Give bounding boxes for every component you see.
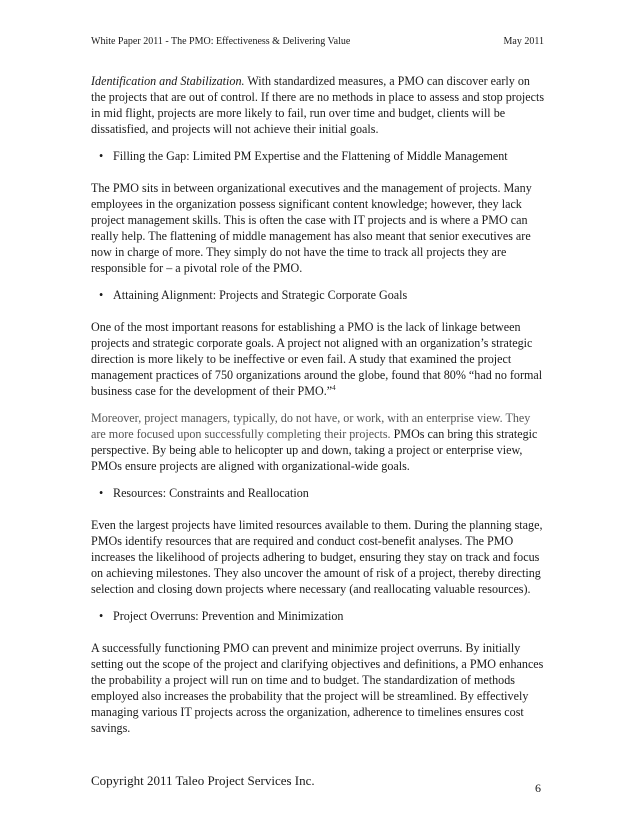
paragraph-text: PMOs can bring this strategic perspective. By being able to helicopter up and down, taking a project or enterprise view, PMOs ensure projects are aligned with organizational-wide goals. xyxy=(91,427,538,473)
section-heading-text: Filling the Gap: Limited PM Expertise and the Flattening of Middle Management xyxy=(113,149,508,163)
section-heading-alignment xyxy=(91,287,547,303)
paragraph-lead-in: Identification and Stabilization. xyxy=(91,74,245,88)
paragraph-identification xyxy=(91,73,547,137)
paragraph-text: One of the most important reasons for establishing a PMO is the lack of linkage between projects and strategic corporate goals. A project not aligned with an organization’s strategic direction is more likely to be ineffective or even fail. A study that examined the project management practices of 750 organizations around the globe, found that 80% “had no formal business case for the development of their PMO.” xyxy=(91,320,543,398)
section-heading-overruns xyxy=(91,608,547,624)
header-date: May 2011 xyxy=(503,36,544,47)
paragraph-gray-text: Moreover, project managers, typically, do not have, or work, with an enterprise view. They are more focused upon successfully completing their projects. xyxy=(91,411,531,441)
page-footer xyxy=(91,773,541,795)
section-heading-text: Attaining Alignment: Projects and Strategic Corporate Goals xyxy=(113,288,408,302)
document-body xyxy=(91,73,547,747)
paragraph-resources: Even the largest projects have limited resources available to them. During the planning stage, PMOs identify resources that are required and conduct cost-benefit analyses. The PMO increases the likelihood of projects adhering to budget, ensuring they stay on track and focus on achieving milestones. They also uncover the amount of risk of a project, thereby directing selection and closing down projects where necessary (and reallocating valuable resources). xyxy=(91,518,543,596)
paragraph-linkage xyxy=(91,319,547,399)
footer-copyright: Copyright 2011 Taleo Project Services Inc. xyxy=(91,773,315,788)
section-heading-resources xyxy=(91,485,547,501)
bullet-icon: • xyxy=(99,609,104,623)
bullet-icon: • xyxy=(99,288,104,302)
paragraph-overruns: A successfully functioning PMO can prevent and minimize project overruns. By initially setting out the scope of the project and clarifying objectives and definitions, a PMO enhances the probability a project will run on time and to budget. The standardization of methods employed also increases the probability that the project will be streamlined. By effectively managing various IT projects across the organization, adherence to timelines ensures cost savings. xyxy=(91,641,544,735)
bullet-icon: • xyxy=(99,486,104,500)
paragraph-enterprise-view xyxy=(91,410,547,474)
footnote-marker: 4 xyxy=(332,383,336,392)
section-heading-text: Resources: Constraints and Reallocation xyxy=(113,486,309,500)
paragraph-text: With standardized measures, a PMO can discover early on the projects that are out of control. If there are no methods in place to assess and stop projects in mid flight, projects are more likely to fail, run over time and budget, clients will be dissatisfied, and projects will not achieve their initial goals. xyxy=(91,74,545,136)
header-title: White Paper 2011 - The PMO: Effectiveness & Delivering Value xyxy=(91,36,351,47)
page-header xyxy=(91,36,544,47)
section-heading-filling-the-gap xyxy=(91,148,547,164)
paragraph-pmo-sits: The PMO sits in between organizational executives and the management of projects. Many employees in the organization possess significant content knowledge; however, they lack project management skills. This is often the case with IT projects and is where a PMO can really help. The flattening of middle management has also meant that senior executives are now in charge of more. They simply do not have the time to track all projects they are responsible for – a pivotal role of the PMO. xyxy=(91,181,532,275)
page-number: 6 xyxy=(535,781,541,795)
section-heading-text: Project Overruns: Prevention and Minimization xyxy=(113,609,344,623)
bullet-icon: • xyxy=(99,149,104,163)
